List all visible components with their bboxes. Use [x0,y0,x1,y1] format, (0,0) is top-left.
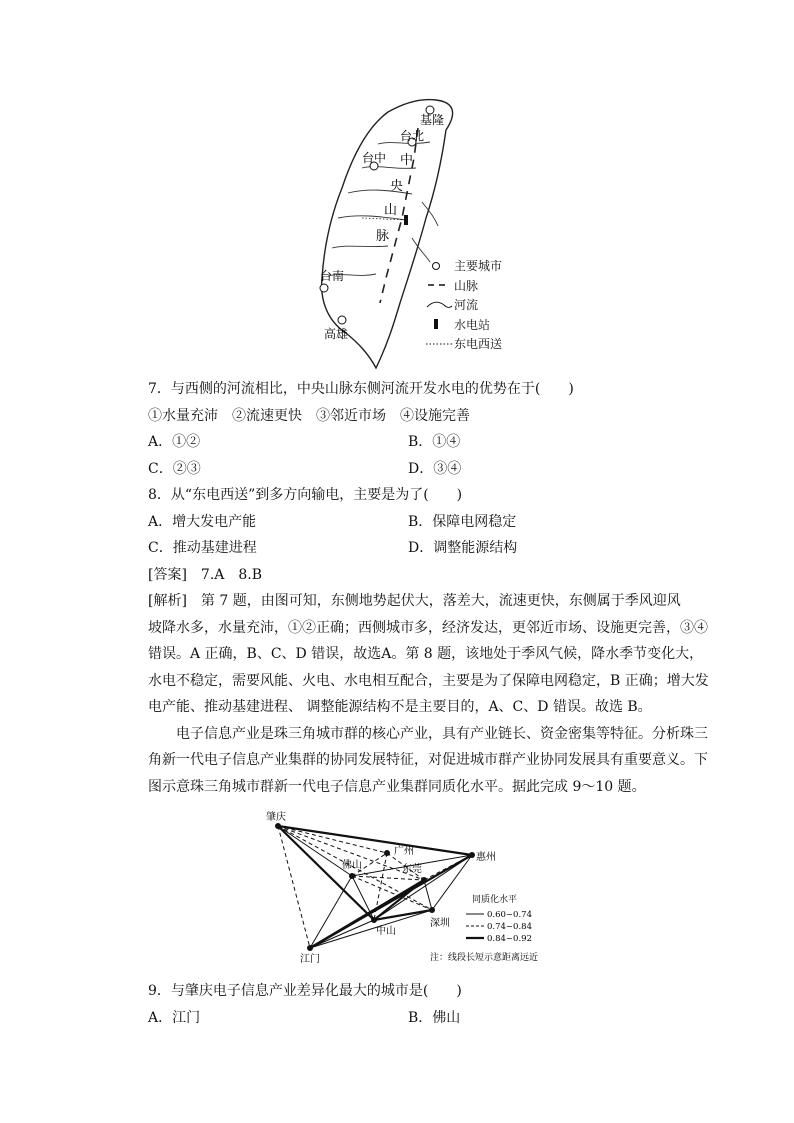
questions-block [148,376,709,800]
legend-label: 0.74~0.84 [487,922,532,932]
intro-line: 电子信息产业是珠三角城市群的核心产业，具有产业链长、资金密集等特征。分析珠三 [148,725,708,742]
q7-options-row [148,429,648,456]
q8-options-row [148,509,648,536]
q7-option-d: D．③④ [408,460,462,477]
legend-label: 0.84~0.92 [487,934,532,944]
city-marker-icon [338,316,346,324]
analysis-line: 水电不稳定，需要风能、火电、水电相互配合，主要是为了保障电网稳定，B 正确；增大发 [148,672,709,689]
q7-options-row [148,456,648,483]
legend-item [424,295,502,315]
answer-text: 7.A 8.B [186,566,263,583]
range-label: 山 [384,203,398,218]
diagram-note: 注：线段长短示意距离远近 [430,953,539,963]
q8-option-d: D．调整能源结构 [408,540,518,556]
q9-block [148,978,648,1032]
city-label: 肇庆 [266,812,286,823]
legend-label: 山脉 [454,278,479,293]
circle-icon [424,259,454,273]
dash-line-icon [424,278,454,292]
taiwan-map-legend [424,256,502,354]
bar-icon [424,317,454,331]
legend-label: 水电站 [454,317,491,332]
city-node-icon [469,852,475,858]
city-label: 佛山 [342,860,362,871]
range-label: 脉 [376,229,390,244]
q8-option-b: B．保障电网稳定 [408,513,517,530]
legend-item [424,276,502,296]
city-label: 惠州 [476,852,496,863]
q7-option-a: A．①② [148,434,201,450]
city-label: 广州 [394,846,414,857]
legend-title: 同质化水平 [472,895,518,905]
city-node-icon [421,877,427,883]
city-marker-icon [320,284,328,292]
legend-label: 0.60~0.74 [487,910,532,920]
q8-options-row [148,535,648,562]
city-node-icon [384,850,390,856]
answer-line [148,562,648,589]
q7-option-b: B．①④ [408,434,461,450]
city-node-icon [275,823,281,829]
q7-option-c: C．②③ [148,460,201,477]
q9-options-row [148,1005,648,1032]
legend-item [424,315,502,335]
city-node-icon [371,917,377,923]
wave-line-icon [424,298,454,312]
q7-items: ①水量充沛 ②流速更快 ③邻近市场 ④设施完善 [148,407,470,424]
city-label: 江门 [300,954,320,965]
q9-option-a: A．江门 [148,1010,201,1026]
prd-network-diagram [262,810,562,970]
analysis-line: 电产能、推动基建进程、 调整能源结构不是主要目的，A、C、D 错误。故选 B。 [148,699,652,715]
legend-label: 东电西送 [454,337,503,352]
range-label: 央 [390,179,404,194]
city-label: 台中 [362,151,387,165]
dotted-line-icon [424,337,454,351]
legend-label: 河流 [454,298,479,313]
legend-item [424,334,502,354]
city-label: 深圳 [430,918,450,929]
analysis-line: [解析] 第 7 题，由图可知，东侧地势起伏大，落差大，流速更快，东侧属于季风迎风 [148,593,681,609]
intro-line: 角新一代电子信息产业集群的协同发展特征，对促进城市群产业协同发展具有重要意义。下 [148,752,708,768]
range-label: 中 [400,153,414,168]
legend-item [424,256,502,276]
city-label: 台北 [400,129,425,143]
city-label: 中山 [376,926,396,937]
hydropower-station-icon [404,215,408,225]
q7-stem: 7．与西侧的河流相比，中央山脉东侧河流开发水电的优势在于( ) [148,381,574,397]
q8-stem: 8．从“东电西送”到多方向输电，主要是为了( ) [148,487,463,503]
city-label: 台南 [320,269,345,283]
legend-label: 主要城市 [454,259,503,274]
analysis-line: 坡降水多，水量充沛，①②正确；西侧城市多，经济发达，更邻近市场、设施更完善，③④ [148,619,708,636]
q8-option-c: C．推动基建进程 [148,540,257,556]
city-node-icon [307,945,313,951]
analysis-line: 错误。A 正确，B、C、D 错误，故选A。第 8 题，该地处于季风气候，降水季节变化大， [148,646,704,662]
city-label: 高雄 [324,327,349,341]
city-node-icon [429,907,435,913]
intro-line: 图示意珠三角城市群新一代电子信息产业集群同质化水平。据此完成 9～10 题。 [148,778,646,795]
q9-stem: 9．与肇庆电子信息产业差异化最大的城市是( ) [148,983,462,999]
city-label: 基隆 [420,113,445,127]
answer-tag: [答案] [148,566,187,583]
city-label: 东莞 [402,864,422,875]
city-node-icon [349,873,355,879]
q9-option-b: B．佛山 [408,1010,461,1026]
q8-option-a: A．增大发电产能 [148,513,257,530]
